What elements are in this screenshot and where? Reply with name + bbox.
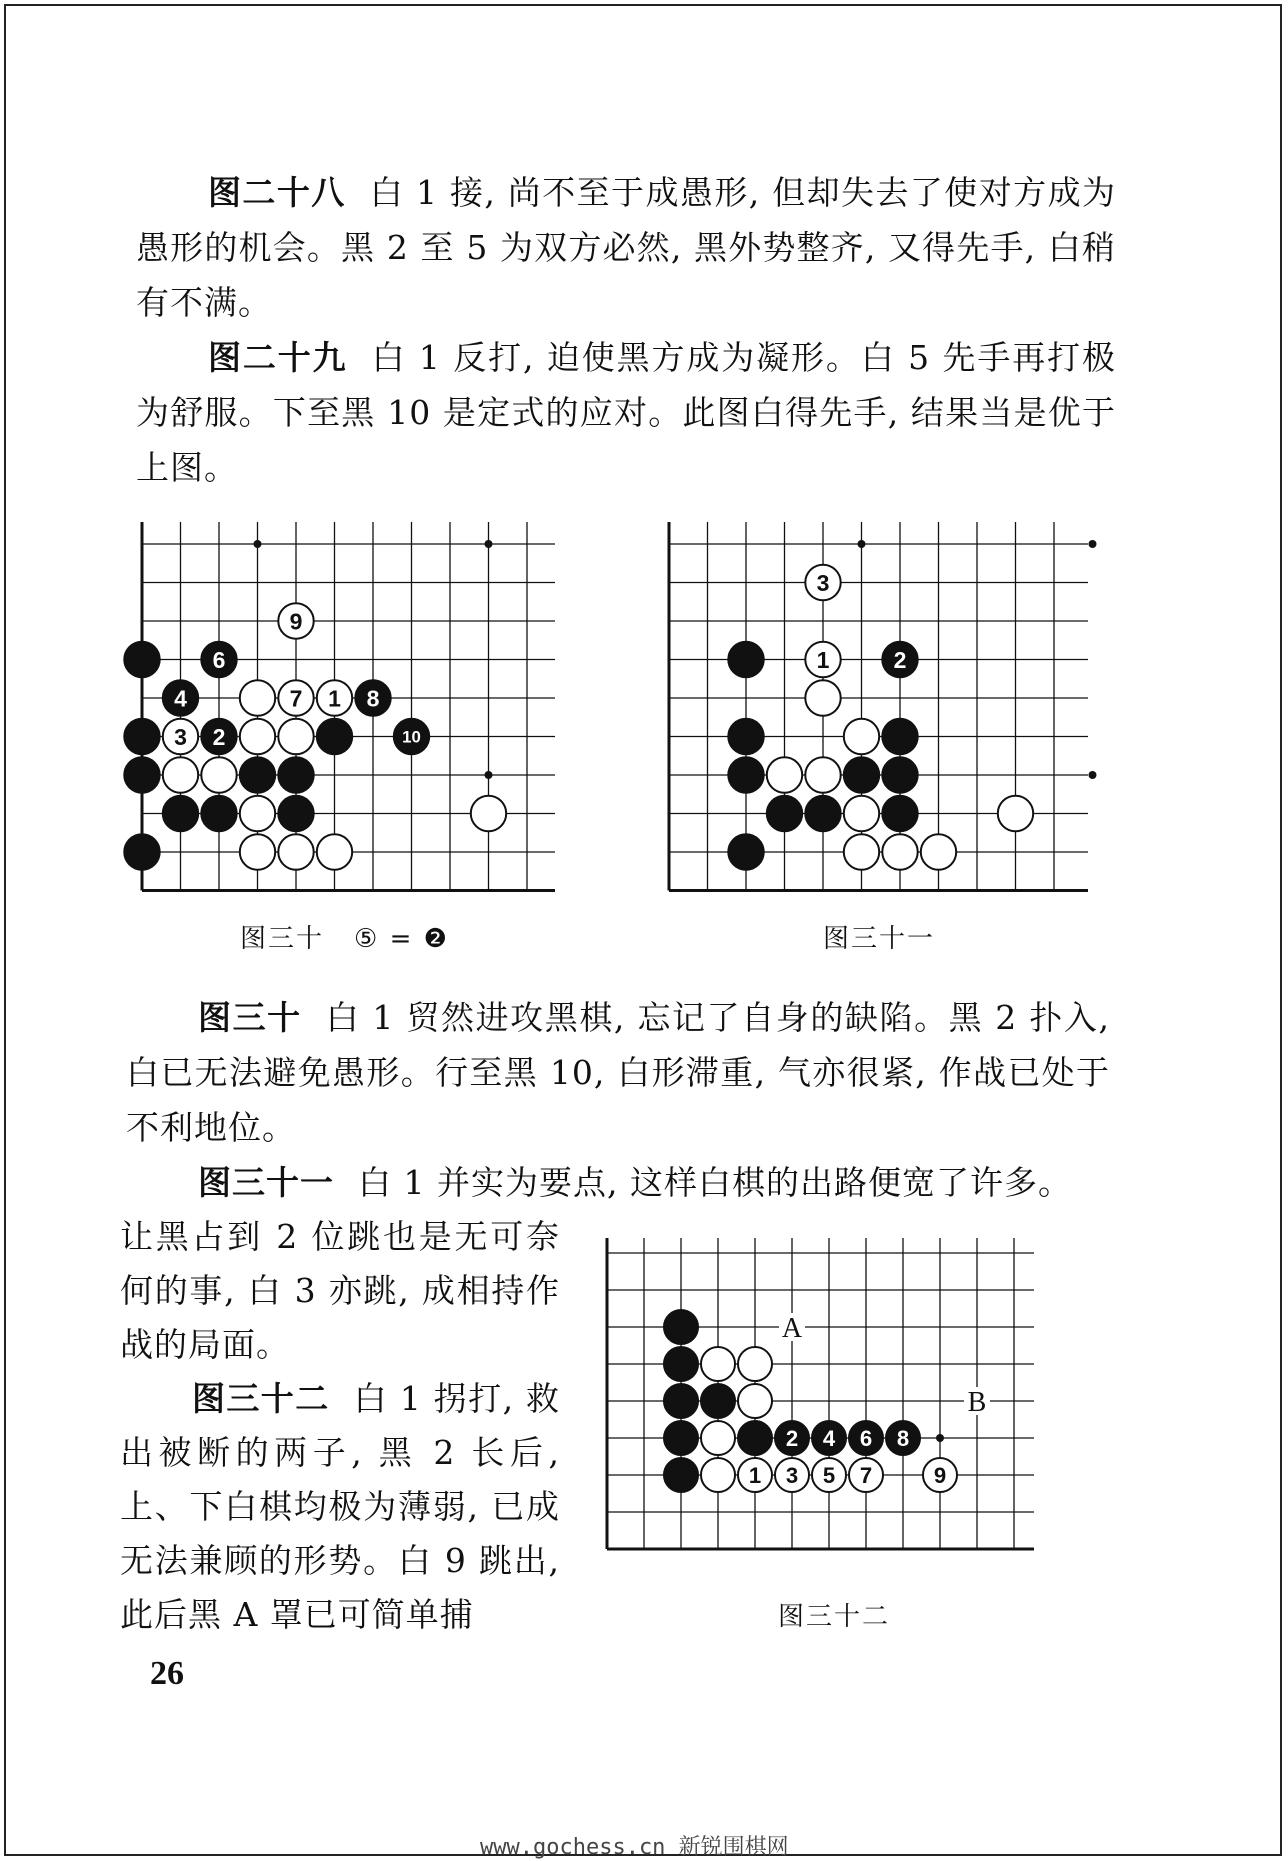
black-stone [886,1421,920,1455]
stone-disc [701,1384,735,1418]
black-stone [664,1384,698,1418]
stone-disc [664,1384,698,1418]
black-stone [738,1421,772,1455]
stone-disc [240,834,275,869]
star-point [254,540,262,548]
move-number: 3 [174,723,187,750]
black-stone [701,1384,735,1418]
stone-disc [882,834,917,869]
black-stone [728,834,763,869]
white-stone [317,680,352,715]
point-label: B [967,1387,987,1418]
white-stone [278,603,313,638]
move-number: 7 [859,1462,873,1488]
paragraph-lead: 图三十 [198,998,302,1037]
white-stone [240,834,275,869]
white-stone [738,1458,772,1492]
white-stone [805,565,840,600]
black-stone [882,796,917,831]
white-stone [240,719,275,754]
stone-disc [201,757,236,792]
black-stone [201,642,236,677]
black-stone [278,757,313,792]
stone-disc [805,796,840,831]
white-stone [278,834,313,869]
stone-disc [767,757,802,792]
stone-disc [124,642,159,677]
white-stone [240,680,275,715]
stone-disc [240,757,275,792]
black-stone [844,757,879,792]
stone-disc [738,1384,772,1418]
white-stone [805,757,840,792]
black-stone [124,757,159,792]
white-stone [738,1384,772,1418]
black-stone [163,796,198,831]
black-stone [278,796,313,831]
stone-disc [728,719,763,754]
stone-disc [805,680,840,715]
black-stone [805,796,840,831]
black-stone [664,1458,698,1492]
white-stone [278,719,313,754]
paragraph-lead: 图二十八 [208,173,346,212]
move-number: 2 [785,1425,799,1451]
stone-disc [124,757,159,792]
black-stone [124,719,159,754]
stone-disc [471,796,506,831]
white-stone [844,719,879,754]
black-stone [124,642,159,677]
white-stone [805,680,840,715]
caption-note: ⑤ = ❷ [354,924,449,954]
stone-disc [317,719,352,754]
stone-disc [701,1347,735,1381]
black-stone [812,1421,846,1455]
move-number: 9 [289,608,303,635]
stone-disc [317,834,352,869]
white-stone [998,796,1033,831]
black-stone [882,757,917,792]
white-stone [805,642,840,677]
go-board-fig32 [603,1238,1085,1568]
move-number: 2 [893,646,907,673]
star-point [1089,771,1097,779]
black-stone [775,1421,809,1455]
white-stone [812,1458,846,1492]
board-diagram [663,522,1115,900]
move-number: 4 [822,1425,836,1451]
stone-disc [664,1421,698,1455]
move-number: 6 [859,1425,873,1451]
move-number: 6 [212,646,226,673]
white-stone [471,796,506,831]
paragraph-text: 白 1 反打, 迫使黑方成为凝形。白 5 先手再打极为舒服。下至黑 10 是定式的应对。此图白得先手, 结果当是优于上图。 [136,338,1117,487]
stone-disc [998,796,1033,831]
stone-disc [163,757,198,792]
paragraph-fig28 [136,165,1116,330]
black-stone [664,1421,698,1455]
stone-disc [805,757,840,792]
stone-disc [278,834,313,869]
white-stone [775,1458,809,1492]
stone-disc [664,1458,698,1492]
black-stone [728,642,763,677]
stone-disc [738,1421,772,1455]
black-stone [355,680,390,715]
star-point [485,771,493,779]
move-number: 1 [748,1462,762,1488]
stone-disc [882,796,917,831]
caption-label: 图三十 [240,924,325,954]
star-point [936,1434,944,1442]
move-number: 4 [174,685,187,712]
board-diagram [603,1238,1085,1568]
move-number: 8 [896,1425,910,1451]
black-stone [201,719,236,754]
paragraph-lead: 图二十九 [208,338,348,377]
move-number: 10 [402,727,421,747]
stone-disc [124,834,159,869]
star-point [485,540,493,548]
go-board-fig31 [663,522,1115,900]
stone-disc [882,719,917,754]
black-stone [163,680,198,715]
caption-label: 图三十一 [823,924,936,954]
paragraph-text: 白 1 拐打, 救出被断的两子, 黑 2 长后, 上、下白棋均极为薄弱, 已成无法兼顾的形势。白 9 跳出, 此后黑 A 罩已可简单捕 [120,1379,560,1634]
white-stone [844,796,879,831]
point-label: A [781,1313,803,1344]
white-stone [701,1421,735,1455]
stone-disc [240,796,275,831]
stone-disc [882,757,917,792]
stone-disc [240,680,275,715]
black-stone [767,796,802,831]
white-stone [844,834,879,869]
move-number: 3 [816,569,830,596]
white-stone [701,1347,735,1381]
paragraph-text: 白 1 接, 尚不至于成愚形, 但却失去了使对方成为愚形的机会。黑 2 至 5 为双方必然, 黑外势整齐, 又得先手, 白稍有不满。 [136,173,1116,322]
black-stone [124,834,159,869]
paragraph-fig31 [126,1155,1126,1210]
white-stone [278,680,313,715]
caption-fig32 [778,1596,890,1633]
black-stone [317,719,352,754]
board-diagram [132,522,584,900]
paragraph-text: 白 1 贸然进攻黑棋, 忘记了自身的缺陷。黑 2 扑入, 白已无法避免愚形。行至黑 10, 白形滞重, 气亦很紧, 作战已处于不利地位。 [126,998,1111,1147]
caption-label: 图三十二 [778,1602,891,1632]
move-number: 8 [366,685,380,712]
paragraph-fig32 [120,1372,560,1642]
white-stone [921,834,956,869]
white-stone [738,1347,772,1381]
black-stone [394,719,429,754]
paragraph-text: 白 1 并实为要点, 这样白棋的出路便宽了许多。 [358,1163,1072,1202]
white-stone [923,1458,957,1492]
paragraph-text: 让黑占到 2 位跳也是无可奈何的事, 白 3 亦跳, 成相持作战的局面。 [120,1217,560,1364]
white-stone [201,757,236,792]
stone-disc [664,1347,698,1381]
move-number: 5 [822,1462,836,1488]
stone-disc [844,796,879,831]
caption-fig30 [240,918,449,955]
paragraph-lead: 图三十一 [198,1163,334,1202]
white-stone [317,834,352,869]
stone-disc [278,757,313,792]
move-number: 9 [933,1462,947,1488]
black-stone [664,1347,698,1381]
paragraph-fig31-cont [120,1210,560,1372]
star-point [1089,540,1097,548]
move-number: 3 [785,1462,799,1488]
stone-disc [921,834,956,869]
watermark: www.gochess.cn 新锐围棋网 [480,1835,789,1860]
black-stone [728,757,763,792]
move-number: 2 [212,723,226,750]
stone-disc [701,1421,735,1455]
page-number: 26 [150,1655,184,1692]
black-stone [882,719,917,754]
white-stone [767,757,802,792]
black-stone [849,1421,883,1455]
stone-disc [701,1458,735,1492]
black-stone [201,796,236,831]
move-number: 1 [328,685,341,712]
black-stone [240,757,275,792]
paragraph-lead: 图三十二 [192,1379,330,1418]
white-stone [701,1458,735,1492]
star-point [858,540,866,548]
stone-disc [278,796,313,831]
go-board-fig30 [132,522,584,900]
white-stone [849,1458,883,1492]
stone-disc [240,719,275,754]
move-number: 1 [816,646,830,673]
paragraph-fig30 [126,990,1110,1155]
stone-disc [728,642,763,677]
stone-disc [844,757,879,792]
move-number: 7 [289,685,303,712]
white-stone [163,757,198,792]
caption-fig31 [823,918,935,955]
stone-disc [767,796,802,831]
stone-disc [728,757,763,792]
stone-disc [278,719,313,754]
stone-disc [163,796,198,831]
black-stone [882,642,917,677]
black-stone [664,1310,698,1344]
stone-disc [201,796,236,831]
stone-disc [728,834,763,869]
stone-disc [738,1347,772,1381]
stone-disc [844,834,879,869]
stone-disc [844,719,879,754]
white-stone [882,834,917,869]
white-stone [163,719,198,754]
paragraph-fig29 [136,330,1116,495]
stone-disc [664,1310,698,1344]
stone-disc [124,719,159,754]
black-stone [728,719,763,754]
white-stone [240,796,275,831]
